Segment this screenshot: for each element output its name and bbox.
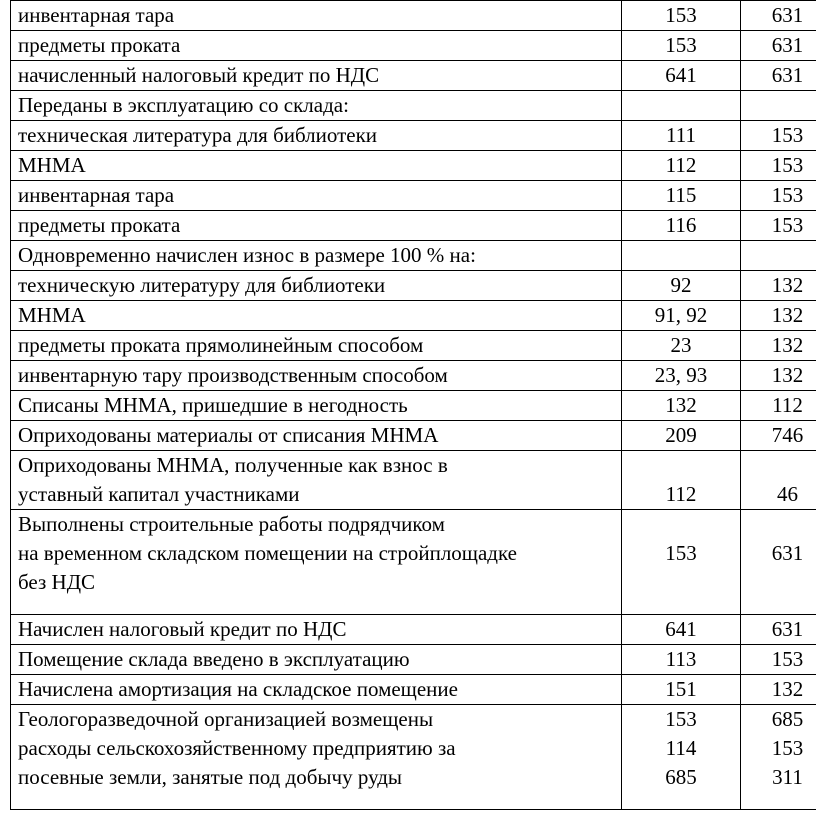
credit-account: 746 [741,421,816,451]
debit-account: 112 [622,451,741,510]
table-row [11,361,816,391]
entry-description: Оприходованы материалы от списания МНМА [11,421,622,451]
entry-description: МНМА [11,301,622,331]
debit-account [622,91,741,121]
entry-description: Начислен налоговый кредит по НДС [11,615,622,645]
table-row [11,645,816,675]
credit-accounts-stack [741,705,816,810]
table-row [11,271,816,301]
credit-account: 311 [772,765,803,789]
entry-description: инвентарная тара [11,181,622,211]
debit-account: 92 [622,271,741,301]
table-row [11,181,816,211]
entry-description: Оприходованы МНМА, полученные как взнос в уставный капитал участниками [11,451,622,510]
table-row [11,510,816,615]
debit-account: 23, 93 [622,361,741,391]
debit-account: 641 [622,61,741,91]
credit-account: 46 [741,451,816,510]
credit-account [741,91,816,121]
credit-account: 153 [771,736,804,760]
credit-account: 685 [771,707,804,731]
credit-account: 132 [741,301,816,331]
debit-account: 132 [622,391,741,421]
table-row [11,301,816,331]
debit-account: 153 [622,31,741,61]
credit-account: 631 [741,31,816,61]
credit-account: 153 [741,121,816,151]
entry-description: Начислена амортизация на складское помещение [11,675,622,705]
entry-description: инвентарную тару производственным способом [11,361,622,391]
debit-account [622,241,741,271]
debit-account: 114 [665,736,697,760]
debit-account: 112 [622,151,741,181]
entry-description: Выполнены строительные работы подрядчиком на временном складском помещении на стройплощадке без НДС [11,510,622,615]
table-row [11,61,816,91]
table-row [11,31,816,61]
section-heading: Одновременно начислен износ в размере 100 % на: [11,241,622,271]
table-row [11,241,816,271]
debit-account: 153 [622,510,741,615]
credit-account: 132 [741,361,816,391]
entry-description: предметы проката прямолинейным способом [11,331,622,361]
credit-account: 631 [741,1,816,31]
debit-account: 153 [622,1,741,31]
debit-account: 113 [622,645,741,675]
table-row [11,451,816,510]
debit-account: 151 [622,675,741,705]
table-row [11,151,816,181]
debit-account: 153 [665,707,697,731]
credit-account: 631 [741,61,816,91]
debit-account: 23 [622,331,741,361]
debit-account: 685 [665,765,697,789]
credit-account: 631 [741,510,816,615]
debit-account: 115 [622,181,741,211]
accounting-entries-table [10,0,816,810]
table-row [11,675,816,705]
entry-description: предметы проката [11,31,622,61]
entry-description: инвентарная тара [11,1,622,31]
debit-account: 111 [622,121,741,151]
table-row [11,391,816,421]
table-row [11,211,816,241]
debit-account: 641 [622,615,741,645]
entry-description: Помещение склада введено в эксплуатацию [11,645,622,675]
credit-account: 132 [741,675,816,705]
table-row [11,615,816,645]
section-heading: Переданы в эксплуатацию со склада: [11,91,622,121]
debit-account: 116 [622,211,741,241]
credit-account: 153 [741,645,816,675]
debit-account: 209 [622,421,741,451]
debit-accounts-stack [622,705,741,810]
credit-account: 153 [741,181,816,211]
credit-account [741,241,816,271]
entry-description: начисленный налоговый кредит по НДС [11,61,622,91]
entry-description: МНМА [11,151,622,181]
credit-account: 153 [741,151,816,181]
debit-account: 91, 92 [622,301,741,331]
credit-account: 112 [741,391,816,421]
entry-description: техническая литература для библиотеки [11,121,622,151]
entry-description: Списаны МНМА, пришедшие в негодность [11,391,622,421]
table-row [11,121,816,151]
entry-description: Геологоразведочной организацией возмещены расходы сельскохозяйственному предприятию за посевные земли, занятые под добычу руды [11,705,622,810]
entry-description: техническую литературу для библиотеки [11,271,622,301]
table-row [11,421,816,451]
table-row [11,331,816,361]
credit-account: 631 [741,615,816,645]
credit-account: 132 [741,331,816,361]
credit-account: 153 [741,211,816,241]
entry-description: предметы проката [11,211,622,241]
table-row [11,705,816,810]
table-row [11,91,816,121]
credit-account: 132 [741,271,816,301]
table-row [11,1,816,31]
